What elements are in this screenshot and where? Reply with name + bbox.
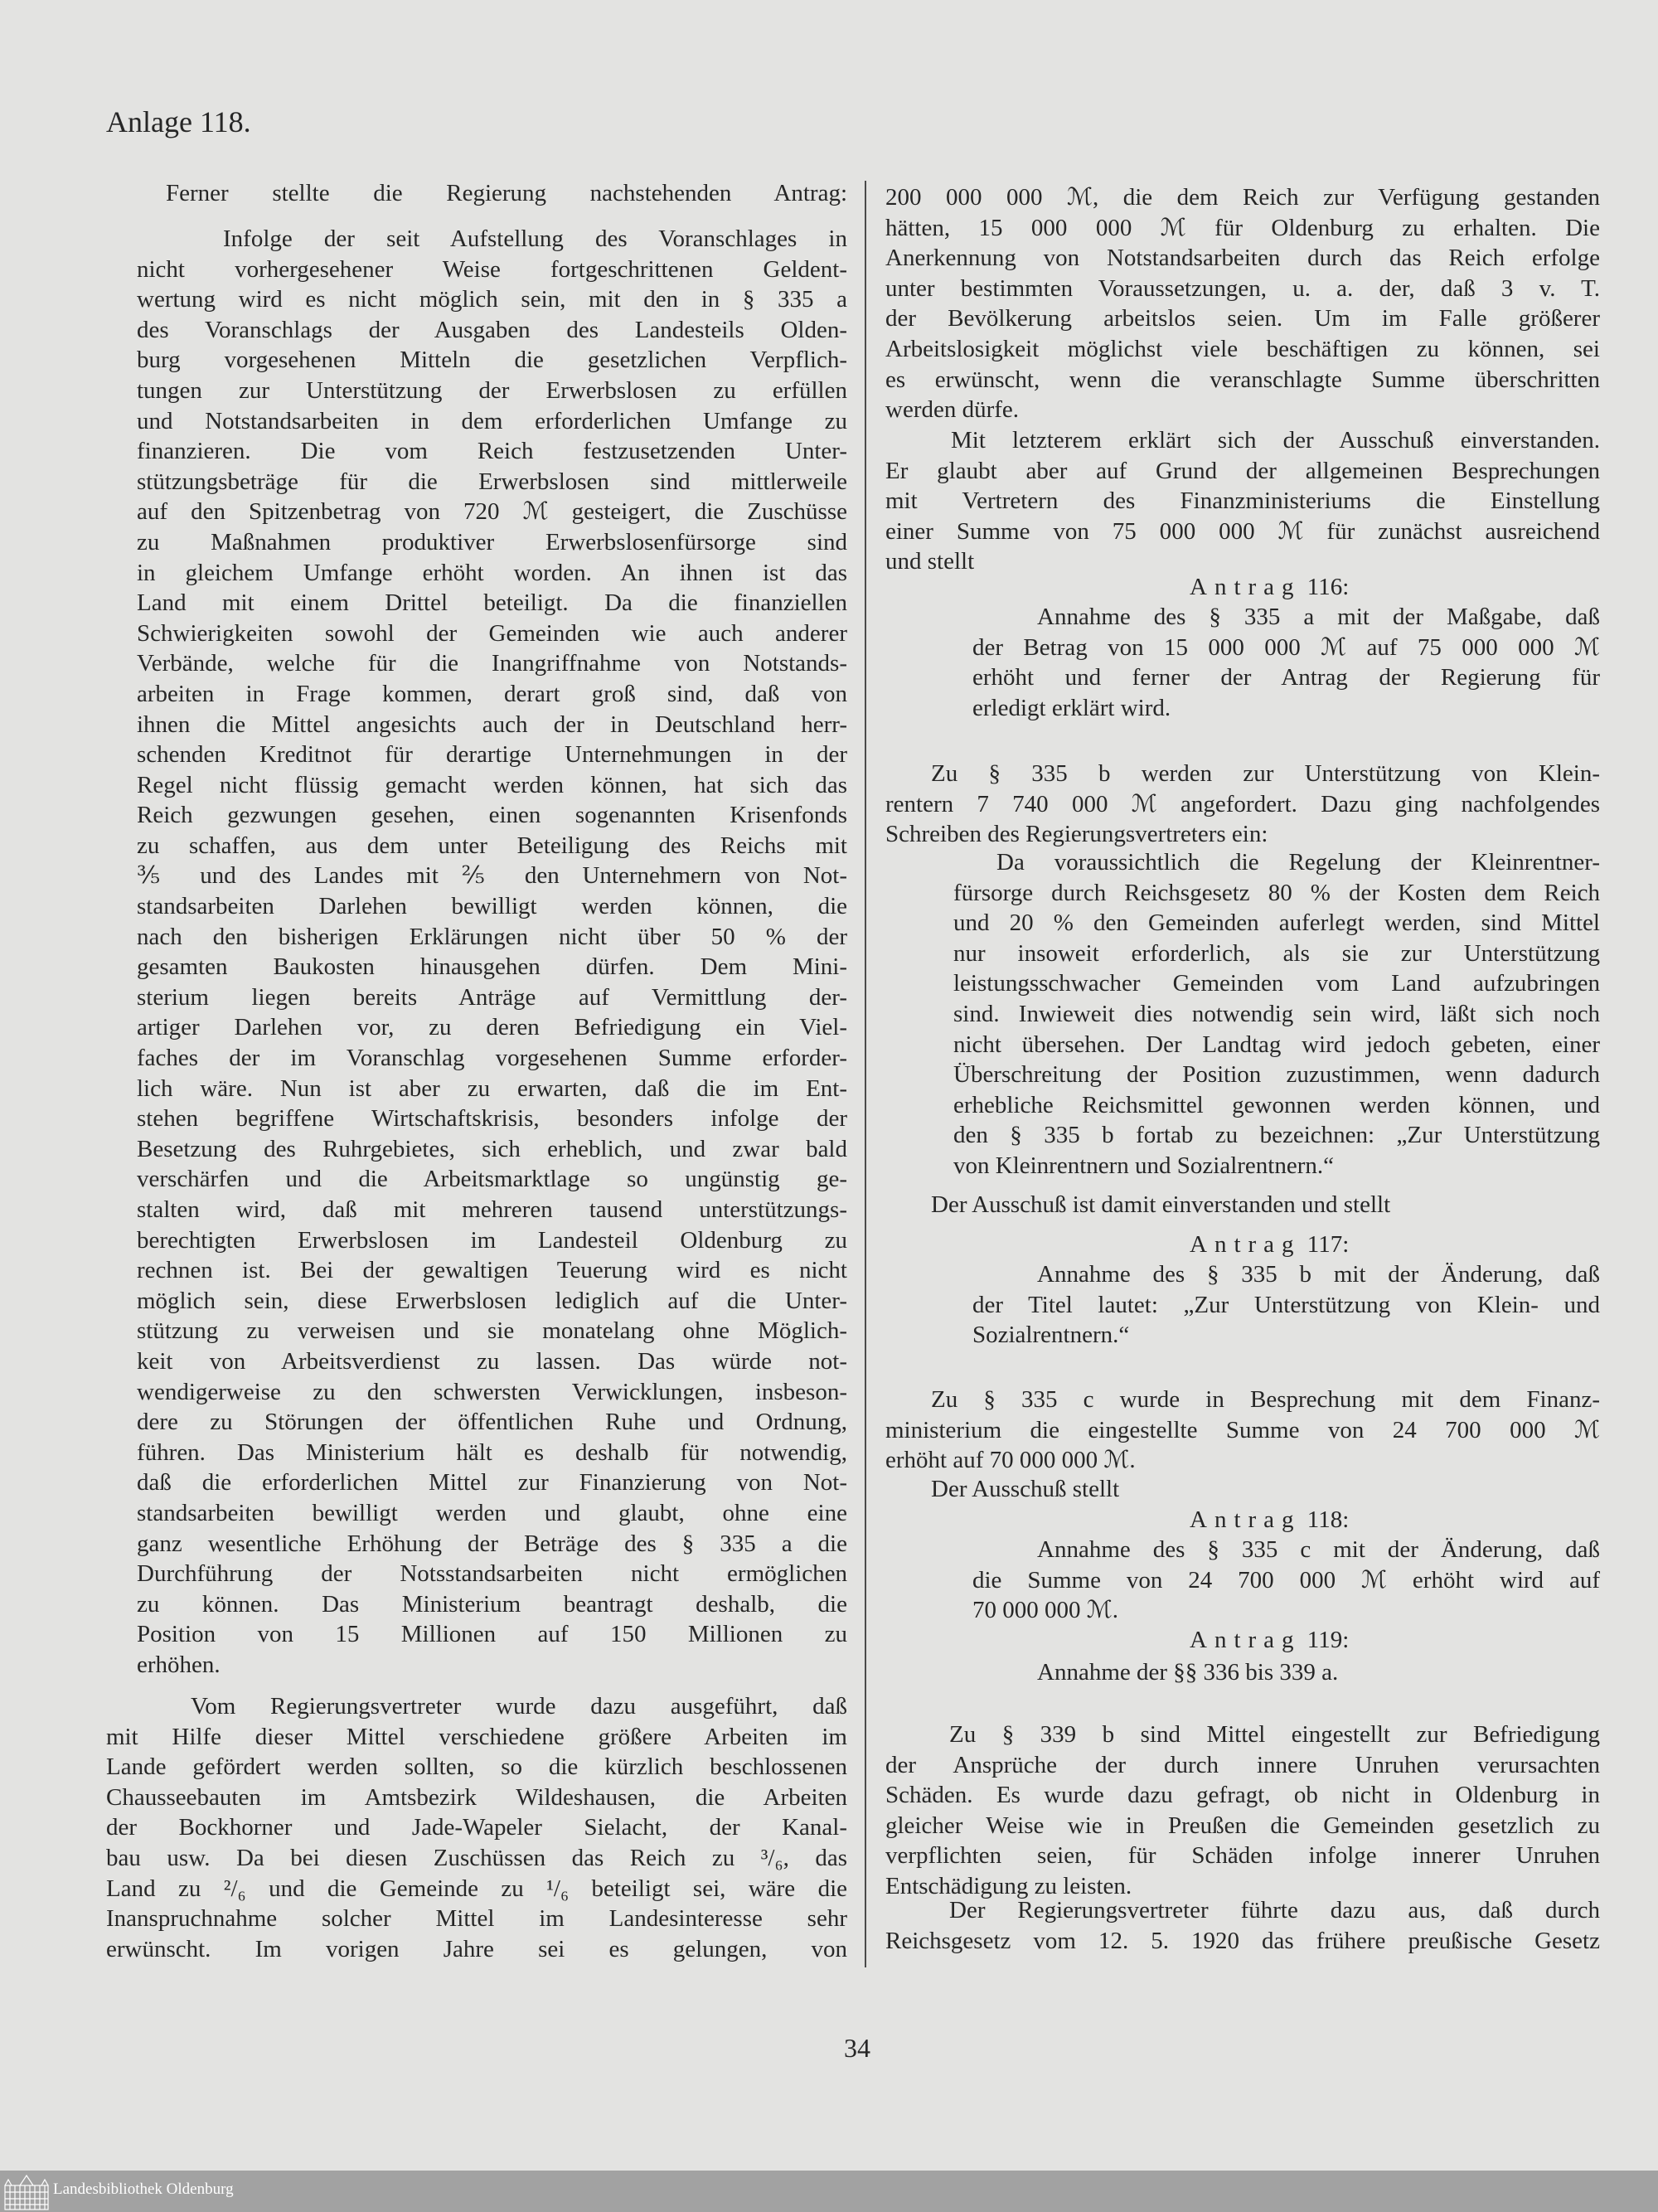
text-line: von Kleinrentnern und Sozialrentnern.“ (953, 1152, 1335, 1179)
text-line: nicht vorhergesehener Weise fortgeschrittenen Geldent- (137, 255, 847, 283)
text-line: Besetzung des Ruhrgebietes, sich erheblich, und zwar bald (137, 1135, 847, 1162)
antrag-heading (1190, 1505, 1349, 1535)
text-line: Entschädigung zu leisten. (885, 1872, 1132, 1899)
text-line: Reich gezwungen gesehen, einen sogenannten Krisenfonds (137, 802, 847, 829)
text-line: leistungsschwacher Gemeinden vom Land aufzubringen (953, 970, 1600, 997)
text-line: in gleichem Umfange erhöht worden. An ihnen ist das (137, 559, 847, 586)
text-line: möglich sein, diese Erwerbslosen lediglich auf die Unter- (137, 1287, 847, 1314)
library-name: Landesbibliothek Oldenburg (53, 2180, 234, 2198)
text-line: standsarbeiten bewilligt werden und glaubt, ohne eine (137, 1499, 847, 1526)
text-line: des Voranschlags der Ausgaben des Landesteils Olden- (137, 316, 847, 343)
text-line: stalten wird, daß mit mehreren tausend unterstützungs- (137, 1196, 847, 1223)
paragraph (885, 1895, 1600, 1956)
antrag-label: Antrag (1190, 1506, 1302, 1533)
text-line: burg vorgesehenen Mitteln die gesetzlichen Verpflich- (137, 347, 847, 374)
text-line: Annahme des § 335 c mit der Änderung, daß (1037, 1536, 1600, 1563)
paragraph (885, 425, 1600, 577)
text-line: Annahme der §§ 336 bis 339 a. (1037, 1659, 1339, 1686)
text-line: Infolge der seit Aufstellung des Voranschlages in (223, 226, 847, 252)
text-line: nur insoweit erforderlich, als sie zur Unterstützung (953, 939, 1600, 967)
text-line: rechnen ist. Bei der gewaltigen Teuerung wird es nicht (137, 1257, 847, 1284)
paragraph (885, 182, 1600, 425)
text-line: Reichsgesetz vom 12. 5. 1920 das frühere preußische Gesetz (885, 1927, 1600, 1954)
text-line: und 20 % den Gemeinden auferlegt werden, sind Mittel (953, 910, 1600, 937)
text-line: rentern 7 740 000 ℳ angefordert. Dazu ging nachfolgendes (885, 790, 1600, 817)
text-line: auf den Spitzenbetrag von 720 ℳ gesteigert, die Zuschüsse (137, 498, 847, 526)
antrag-label: Antrag (1190, 1627, 1302, 1653)
text-line: Ferner stellte die Regierung nachstehenden Antrag: (166, 180, 847, 206)
text-line: der Bevölkerung arbeitslos seien. Um im Falle größerer (885, 305, 1600, 332)
text-line: Vom Regierungsvertreter wurde dazu ausgeführt, daß (191, 1693, 847, 1720)
text-line: hätten, 15 000 000 ℳ für Oldenburg zu erhalten. Die (885, 214, 1600, 241)
text-line: Zu § 335 b werden zur Unterstützung von Klein- (931, 760, 1600, 787)
antrag-heading (1190, 1230, 1349, 1260)
text-line: daß die erforderlichen Mittel zur Finanzierung von Not- (137, 1469, 847, 1496)
text-line: stützungsbeträge für die Erwerbslosen sind mittlerweile (137, 468, 847, 495)
paragraph (885, 1720, 1600, 1902)
paragraph (931, 1190, 1600, 1220)
text-line: einer Summe von 75 000 000 ℳ für zunächst ausreichend (885, 517, 1600, 545)
text-line: es erwünscht, wenn die veranschlagte Summe überschritten (885, 366, 1600, 393)
text-line: gesamten Baukosten hinausgehen dürfen. Dem Mini- (137, 953, 847, 981)
text-line: sterium liegen bereits Anträge auf Vermittlung der- (137, 983, 847, 1011)
text-line: schenden Kreditnot für derartige Unternehmungen in der (137, 741, 847, 769)
text-line: den § 335 b fortab zu bezeichnen: „Zur Unterstützung (953, 1122, 1600, 1149)
text-line: Sozialrentnern.“ (972, 1322, 1130, 1349)
text-line: verschärfen und die Arbeitsmarktlage so ungünstig ge- (137, 1166, 847, 1193)
text-line: Zu § 335 c wurde in Besprechung mit dem Finanz- (931, 1386, 1600, 1413)
column-divider (865, 181, 866, 1967)
page-number: 34 (844, 2033, 870, 2063)
text-line: bau usw. Da bei diesen Zuschüssen das Reich zu ³/₆, das (106, 1844, 847, 1871)
text-line: Inanspruchnahme solcher Mittel im Landesinteresse sehr (106, 1905, 847, 1933)
text-line: faches der im Voranschlag vorgesehenen Summe erforder- (137, 1045, 847, 1072)
antrag-heading (1190, 572, 1349, 603)
text-line: nicht übersehen. Der Landtag wird jedoch gebeten, einer (953, 1031, 1600, 1058)
paragraph (953, 847, 1600, 1181)
text-line: berechtigten Erwerbslosen im Landesteil Oldenburg zu (137, 1226, 847, 1254)
text-line: der Ansprüche der durch innere Unruhen verursachten (885, 1751, 1600, 1778)
text-line: Regel nicht flüssig gemacht werden können, hat sich das (137, 771, 847, 798)
text-line: Der Ausschuß stellt (931, 1476, 1120, 1502)
text-line: zu können. Das Ministerium beantragt deshalb, die (137, 1590, 847, 1618)
text-line: und Notstandsarbeiten in dem erforderlichen Umfange zu (137, 407, 847, 434)
paragraph (1037, 1657, 1600, 1688)
text-line: Der Ausschuß ist damit einverstanden und stellt (931, 1191, 1391, 1218)
text-line: Chausseebauten im Amtsbezirk Wildeshausen, die Arbeiten (106, 1783, 847, 1811)
text-line: zu schaffen, aus dem unter Beteiligung des Reichs mit (137, 832, 847, 859)
text-line: Land mit einem Drittel beteiligt. Da die finanziellen (137, 589, 847, 617)
antrag-label: Antrag (1190, 574, 1302, 600)
text-line: 200 000 000 ℳ, die dem Reich zur Verfügung gestanden (885, 184, 1600, 211)
text-line: die Summe von 24 700 000 ℳ erhöht wird auf (972, 1566, 1600, 1594)
paragraph (972, 1535, 1600, 1626)
text-line: lich wäre. Nun ist aber zu erwarten, daß die im Ent- (137, 1074, 847, 1102)
text-line: stehen begriffene Wirtschaftskrisis, besonders infolge der (137, 1105, 847, 1133)
text-line: Land zu ²/₆ und die Gemeinde zu ¹/₆ beteiligt sei, wäre die (106, 1875, 847, 1902)
text-line: erhöht und ferner der Antrag der Regierung für (972, 664, 1600, 691)
antrag-heading (1190, 1625, 1349, 1656)
antrag-label: Antrag (1190, 1231, 1302, 1258)
text-line: wendigerweise zu den schwersten Verwicklungen, insbeson- (137, 1378, 847, 1405)
text-line: ⅗ und des Landes mit ⅖ den Unternehmern von Not- (137, 862, 847, 890)
text-line: und stellt (885, 548, 975, 575)
paragraph (931, 1474, 1600, 1505)
text-line: nach den bisherigen Erklärungen nicht über 50 % der (137, 923, 847, 950)
text-line: tungen zur Unterstützung der Erwerbslosen zu erfüllen (137, 376, 847, 404)
text-line: Überschreitung der Position zuzustimmen, wenn dadurch (953, 1061, 1600, 1089)
text-line: mit Hilfe dieser Mittel verschiedene größere Arbeiten im (106, 1723, 847, 1750)
antrag-number: 118: (1307, 1506, 1350, 1533)
text-line: erledigt erklärt wird. (972, 694, 1171, 721)
paragraph (137, 224, 847, 1681)
text-line: der Betrag von 15 000 000 ℳ auf 75 000 000 ℳ (972, 633, 1600, 661)
text-line: 70 000 000 ℳ. (972, 1597, 1119, 1624)
antrag-number: 117: (1307, 1231, 1350, 1258)
text-line: dere zu Störungen der öffentlichen Ruhe und Ordnung, (137, 1409, 847, 1436)
paragraph (972, 602, 1600, 723)
text-line: Schäden. Es wurde dazu gefragt, ob nicht in Oldenburg in (885, 1782, 1600, 1809)
text-line: zu Maßnahmen produktiver Erwerbslosenfürsorge sind (137, 528, 847, 555)
paragraph (106, 1691, 847, 1964)
text-line: finanzieren. Die vom Reich festzusetzenden Unter- (137, 438, 847, 465)
paragraph (972, 1259, 1600, 1351)
text-line: erwünscht. Im vorigen Jahre sei es gelungen, von (106, 1935, 847, 1962)
text-line: arbeiten in Frage kommen, derart groß sind, daß von (137, 680, 847, 707)
text-line: ministerium die eingestellte Summe von 24 700 000 ℳ (885, 1416, 1600, 1443)
text-line: der Bockhorner und Jade-Wapeler Sielacht, der Kanal- (106, 1814, 847, 1841)
text-line: mit Vertretern des Finanzministeriums die Einstellung (885, 488, 1600, 515)
text-line: erhöht auf 70 000 000 ℳ. (885, 1447, 1136, 1474)
text-line: ganz wesentliche Erhöhung der Beträge des § 335 a die (137, 1530, 847, 1557)
text-line: unter bestimmten Voraussetzungen, u. a. der, daß 3 v. T. (885, 274, 1600, 302)
text-line: Annahme des § 335 a mit der Maßgabe, daß (1037, 604, 1600, 630)
paragraph (885, 1385, 1600, 1476)
footer-bar (0, 2171, 1658, 2212)
text-line: Schreiben des Regierungsvertreters ein: (885, 821, 1268, 848)
text-line: stützung zu verweisen und sie monatelang ohne Möglich- (137, 1317, 847, 1345)
text-line: Schwierigkeiten sowohl der Gemeinden wie auch anderer (137, 619, 847, 647)
text-line: Da voraussichtlich die Regelung der Kleinrentner- (996, 849, 1600, 876)
text-line: ihnen die Mittel angesichts auch der in Deutschland herr- (137, 711, 847, 738)
text-line: gleicher Weise wie in Preußen die Gemeinden gesetzlich zu (885, 1812, 1600, 1839)
text-line: verpflichten seien, für Schäden infolge innerer Unruhen (885, 1842, 1600, 1870)
antrag-number: 116: (1307, 574, 1350, 600)
text-line: Durchführung der Notsstandsarbeiten nicht ermöglichen (137, 1560, 847, 1588)
antrag-number: 119: (1307, 1627, 1350, 1653)
text-line: fürsorge durch Reichsgesetz 80 % der Kosten dem Reich (953, 879, 1600, 906)
text-line: Verbände, welche für die Inangriffnahme von Notstands- (137, 650, 847, 677)
text-line: standsarbeiten Darlehen bewilligt werden können, die (137, 893, 847, 920)
text-line: wertung wird es nicht möglich sein, mit den in § 335 a (137, 286, 847, 313)
text-line: der Titel lautet: „Zur Unterstützung von Klein- und (972, 1291, 1600, 1318)
text-line: Zu § 339 b sind Mittel eingestellt zur Befriedigung (949, 1721, 1600, 1748)
library-building-logo-icon (3, 2172, 50, 2210)
text-line: Position von 15 Millionen auf 150 Millionen zu (137, 1621, 847, 1648)
text-line: Der Regierungsvertreter führte dazu aus, daß durch (949, 1897, 1600, 1923)
text-line: Mit letzterem erklärt sich der Ausschuß einverstanden. (951, 427, 1600, 454)
text-line: artiger Darlehen vor, zu deren Befriedigung ein Viel- (137, 1014, 847, 1041)
text-line: Lande gefördert werden sollten, so die kürzlich beschlossenen (106, 1754, 847, 1781)
text-line: Annahme des § 335 b mit der Änderung, daß (1037, 1261, 1600, 1288)
paragraph (106, 178, 847, 209)
paragraph (885, 759, 1600, 850)
text-line: erhebliche Reichsmittel gewonnen werden können, und (953, 1091, 1600, 1118)
text-line: werden dürfe. (885, 396, 1020, 424)
text-line: erhöhen. (137, 1651, 221, 1678)
text-line: keit von Arbeitsverdienst zu lassen. Das würde not- (137, 1347, 847, 1375)
text-line: Arbeitslosigkeit möglichst viele beschäftigen zu können, sei (885, 335, 1600, 362)
text-line: führen. Das Ministerium hält es deshalb für notwendig, (137, 1438, 847, 1466)
text-line: Er glaubt aber auf Grund der allgemeinen Besprechungen (885, 457, 1600, 484)
text-line: Anerkennung von Notstandsarbeiten durch das Reich erfolge (885, 245, 1600, 272)
text-line: sind. Inwieweit dies notwendig sein wird, läßt sich noch (953, 1000, 1600, 1027)
page-title: Anlage 118. (106, 105, 251, 138)
